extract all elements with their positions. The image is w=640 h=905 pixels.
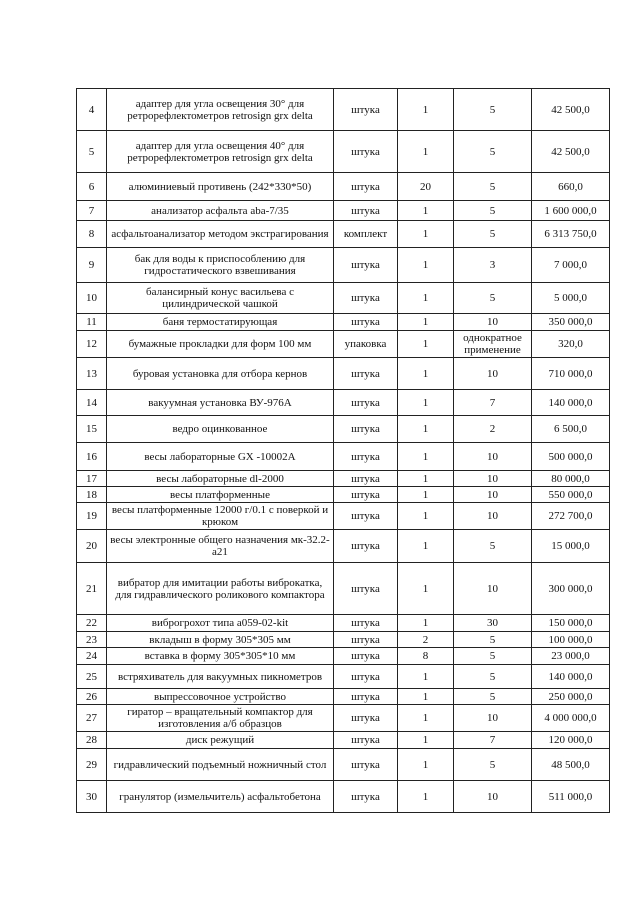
cell-life: 10	[454, 563, 532, 615]
cell-price: 6 500,0	[532, 416, 610, 443]
cell-qty: 8	[398, 648, 454, 665]
cell-name: весы платформенные	[107, 487, 334, 503]
cell-num: 18	[77, 487, 107, 503]
cell-unit: штука	[334, 665, 398, 689]
cell-num: 23	[77, 632, 107, 648]
cell-price: 120 000,0	[532, 732, 610, 749]
cell-name: гидравлический подъемный ножничный стол	[107, 749, 334, 781]
cell-life: 2	[454, 416, 532, 443]
cell-unit: штука	[334, 487, 398, 503]
table-row	[77, 732, 610, 749]
cell-unit: штука	[334, 314, 398, 331]
table-row	[77, 648, 610, 665]
cell-num: 15	[77, 416, 107, 443]
cell-price: 320,0	[532, 331, 610, 358]
table-row	[77, 471, 610, 487]
cell-price: 42 500,0	[532, 131, 610, 173]
cell-unit: штука	[334, 705, 398, 732]
cell-price: 23 000,0	[532, 648, 610, 665]
cell-name: бак для воды к приспособлению для гидростатического взвешивания	[107, 248, 334, 283]
cell-life: 5	[454, 749, 532, 781]
cell-life: 5	[454, 131, 532, 173]
cell-qty: 1	[398, 732, 454, 749]
table-row	[77, 563, 610, 615]
cell-price: 80 000,0	[532, 471, 610, 487]
cell-qty: 1	[398, 689, 454, 705]
cell-num: 30	[77, 781, 107, 813]
cell-unit: штука	[334, 749, 398, 781]
cell-life: 10	[454, 781, 532, 813]
table-row	[77, 705, 610, 732]
cell-qty: 1	[398, 563, 454, 615]
cell-unit: штука	[334, 471, 398, 487]
cell-num: 24	[77, 648, 107, 665]
cell-unit: штука	[334, 201, 398, 221]
cell-life: 10	[454, 503, 532, 530]
equipment-table-body	[77, 89, 610, 813]
cell-num: 22	[77, 615, 107, 632]
cell-num: 19	[77, 503, 107, 530]
cell-price: 150 000,0	[532, 615, 610, 632]
table-row	[77, 530, 610, 563]
cell-price: 42 500,0	[532, 89, 610, 131]
table-row	[77, 665, 610, 689]
cell-price: 140 000,0	[532, 665, 610, 689]
cell-life: 10	[454, 358, 532, 390]
equipment-table	[76, 88, 610, 813]
cell-price: 500 000,0	[532, 443, 610, 471]
cell-price: 250 000,0	[532, 689, 610, 705]
table-row	[77, 131, 610, 173]
cell-qty: 1	[398, 248, 454, 283]
cell-life: 10	[454, 443, 532, 471]
table-row	[77, 632, 610, 648]
cell-unit: упаковка	[334, 331, 398, 358]
cell-life: 3	[454, 248, 532, 283]
cell-num: 28	[77, 732, 107, 749]
cell-life: 5	[454, 283, 532, 314]
cell-num: 26	[77, 689, 107, 705]
cell-qty: 1	[398, 201, 454, 221]
cell-name: гранулятор (измельчитель) асфальтобетона	[107, 781, 334, 813]
cell-name: адаптер для угла освещения 30° для ретрорефлектометров retrosign grx delta	[107, 89, 334, 131]
cell-unit: штука	[334, 283, 398, 314]
cell-life: 5	[454, 89, 532, 131]
cell-life: 10	[454, 314, 532, 331]
table-row	[77, 749, 610, 781]
cell-name: ведро оцинкованное	[107, 416, 334, 443]
cell-life: 5	[454, 221, 532, 248]
cell-qty: 1	[398, 283, 454, 314]
cell-name: баня термостатирующая	[107, 314, 334, 331]
cell-num: 12	[77, 331, 107, 358]
cell-num: 16	[77, 443, 107, 471]
cell-price: 660,0	[532, 173, 610, 201]
cell-name: анализатор асфальта aba-7/35	[107, 201, 334, 221]
table-row	[77, 615, 610, 632]
cell-life: 10	[454, 487, 532, 503]
cell-num: 4	[77, 89, 107, 131]
cell-life: 5	[454, 689, 532, 705]
cell-num: 14	[77, 390, 107, 416]
cell-price: 6 313 750,0	[532, 221, 610, 248]
table-row	[77, 443, 610, 471]
cell-unit: штука	[334, 443, 398, 471]
cell-unit: штука	[334, 173, 398, 201]
cell-num: 13	[77, 358, 107, 390]
cell-name: весы электронные общего назначения мк-32.2-а21	[107, 530, 334, 563]
cell-price: 4 000 000,0	[532, 705, 610, 732]
cell-name: встряхиватель для вакуумных пикнометров	[107, 665, 334, 689]
cell-name: весы лабораторные GX -10002А	[107, 443, 334, 471]
cell-name: вибратор для имитации работы виброкатка, для гидравлического роликового компактора	[107, 563, 334, 615]
cell-unit: штука	[334, 732, 398, 749]
cell-life: 30	[454, 615, 532, 632]
cell-unit: штука	[334, 689, 398, 705]
cell-num: 17	[77, 471, 107, 487]
cell-price: 7 000,0	[532, 248, 610, 283]
cell-unit: штука	[334, 503, 398, 530]
cell-num: 5	[77, 131, 107, 173]
cell-unit: штука	[334, 89, 398, 131]
cell-life: 7	[454, 390, 532, 416]
cell-life: 7	[454, 732, 532, 749]
table-row	[77, 416, 610, 443]
table-row	[77, 89, 610, 131]
cell-life: 5	[454, 632, 532, 648]
cell-qty: 20	[398, 173, 454, 201]
cell-qty: 1	[398, 615, 454, 632]
table-row	[77, 358, 610, 390]
table-row	[77, 390, 610, 416]
cell-qty: 2	[398, 632, 454, 648]
cell-num: 20	[77, 530, 107, 563]
cell-price: 511 000,0	[532, 781, 610, 813]
table-row	[77, 201, 610, 221]
cell-num: 21	[77, 563, 107, 615]
cell-name: вставка в форму 305*305*10 мм	[107, 648, 334, 665]
cell-num: 25	[77, 665, 107, 689]
cell-name: гиратор – вращательный компактор для изготовления а/б образцов	[107, 705, 334, 732]
cell-qty: 1	[398, 221, 454, 248]
cell-price: 5 000,0	[532, 283, 610, 314]
cell-name: виброгрохот типа а059-02-kit	[107, 615, 334, 632]
table-row	[77, 314, 610, 331]
table-row	[77, 283, 610, 314]
cell-num: 11	[77, 314, 107, 331]
cell-name: балансирный конус васильева с цилиндрической чашкой	[107, 283, 334, 314]
cell-name: асфальтоанализатор методом экстрагирования	[107, 221, 334, 248]
cell-qty: 1	[398, 131, 454, 173]
cell-name: буровая установка для отбора кернов	[107, 358, 334, 390]
cell-name: вакуумная установка ВУ-976А	[107, 390, 334, 416]
cell-num: 9	[77, 248, 107, 283]
cell-life: 5	[454, 648, 532, 665]
cell-qty: 1	[398, 530, 454, 563]
cell-qty: 1	[398, 781, 454, 813]
cell-name: бумажные прокладки для форм 100 мм	[107, 331, 334, 358]
cell-num: 6	[77, 173, 107, 201]
cell-num: 10	[77, 283, 107, 314]
cell-qty: 1	[398, 331, 454, 358]
cell-unit: штука	[334, 781, 398, 813]
cell-price: 350 000,0	[532, 314, 610, 331]
cell-name: выпрессовочное устройство	[107, 689, 334, 705]
cell-qty: 1	[398, 358, 454, 390]
cell-name: диск режущий	[107, 732, 334, 749]
cell-price: 710 000,0	[532, 358, 610, 390]
cell-price: 15 000,0	[532, 530, 610, 563]
cell-num: 7	[77, 201, 107, 221]
cell-name: весы платформенные 12000 г/0.1 с поверкой и крюком	[107, 503, 334, 530]
cell-life: 5	[454, 530, 532, 563]
cell-unit: штука	[334, 615, 398, 632]
cell-name: весы лабораторные dl-2000	[107, 471, 334, 487]
cell-qty: 1	[398, 705, 454, 732]
cell-price: 140 000,0	[532, 390, 610, 416]
cell-qty: 1	[398, 443, 454, 471]
cell-unit: комплект	[334, 221, 398, 248]
cell-unit: штука	[334, 563, 398, 615]
table-row	[77, 248, 610, 283]
cell-price: 550 000,0	[532, 487, 610, 503]
cell-life: 5	[454, 201, 532, 221]
cell-life: 5	[454, 665, 532, 689]
cell-qty: 1	[398, 390, 454, 416]
table-row	[77, 221, 610, 248]
cell-name: адаптер для угла освещения 40° для ретрорефлектометров retrosign grx delta	[107, 131, 334, 173]
cell-qty: 1	[398, 314, 454, 331]
cell-qty: 1	[398, 416, 454, 443]
cell-price: 1 600 000,0	[532, 201, 610, 221]
table-row	[77, 331, 610, 358]
cell-unit: штука	[334, 248, 398, 283]
cell-qty: 1	[398, 487, 454, 503]
cell-unit: штука	[334, 390, 398, 416]
cell-num: 27	[77, 705, 107, 732]
cell-life: 10	[454, 705, 532, 732]
cell-unit: штука	[334, 131, 398, 173]
cell-qty: 1	[398, 89, 454, 131]
cell-price: 300 000,0	[532, 563, 610, 615]
cell-unit: штука	[334, 530, 398, 563]
table-row	[77, 503, 610, 530]
cell-qty: 1	[398, 471, 454, 487]
cell-qty: 1	[398, 665, 454, 689]
cell-name: алюминиевый противень (242*330*50)	[107, 173, 334, 201]
cell-unit: штука	[334, 648, 398, 665]
cell-price: 100 000,0	[532, 632, 610, 648]
cell-price: 272 700,0	[532, 503, 610, 530]
cell-name: вкладыш в форму 305*305 мм	[107, 632, 334, 648]
cell-life: однократное применение	[454, 331, 532, 358]
cell-num: 29	[77, 749, 107, 781]
cell-unit: штука	[334, 416, 398, 443]
cell-qty: 1	[398, 749, 454, 781]
cell-life: 10	[454, 471, 532, 487]
cell-qty: 1	[398, 503, 454, 530]
table-row	[77, 173, 610, 201]
table-row	[77, 487, 610, 503]
cell-unit: штука	[334, 358, 398, 390]
cell-unit: штука	[334, 632, 398, 648]
cell-price: 48 500,0	[532, 749, 610, 781]
cell-life: 5	[454, 173, 532, 201]
table-row	[77, 689, 610, 705]
cell-num: 8	[77, 221, 107, 248]
table-row	[77, 781, 610, 813]
